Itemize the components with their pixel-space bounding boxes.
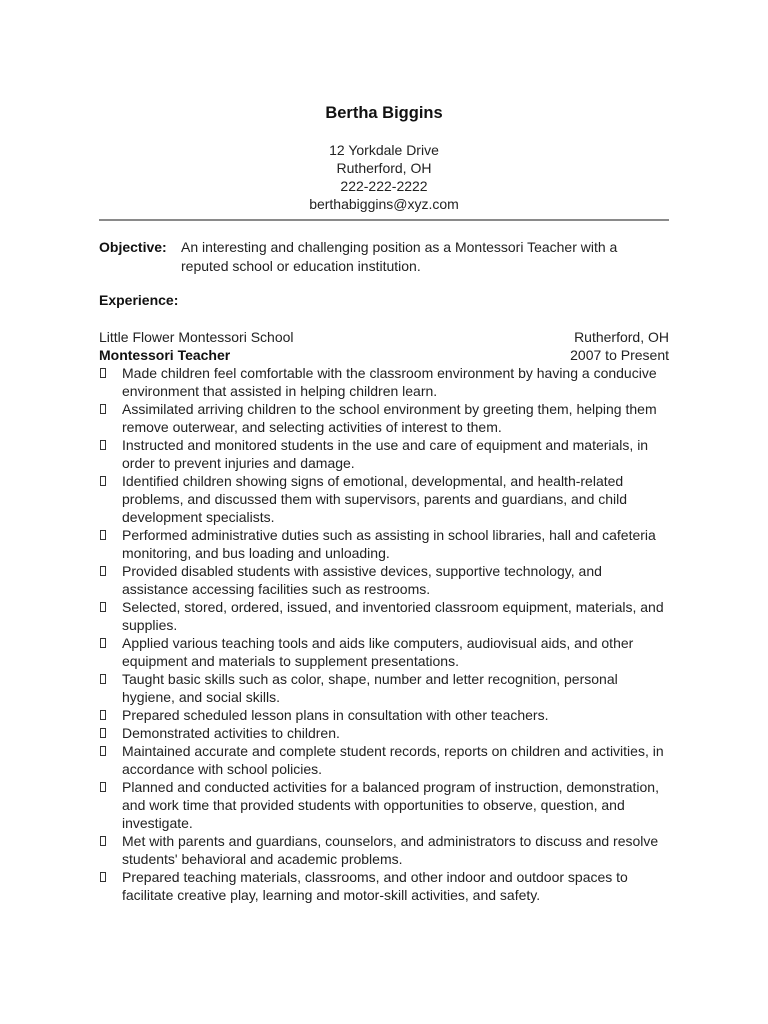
bullet-text: Identified children showing signs of emotional, developmental, and health-related problems, and discussed them with supervisors, parents and guardians, and child development specialists. (122, 473, 628, 525)
bullet-box-icon (100, 782, 106, 792)
bullet-text: Demonstrated activities to children. (122, 725, 340, 741)
bullet-box-icon (100, 872, 106, 882)
bullet-text: Selected, stored, ordered, issued, and inventoried classroom equipment, materials, and supplies. (122, 599, 664, 633)
bullet-text: Assimilated arriving children to the school environment by greeting them, helping them remove outerwear, and selecting activities of interest to them. (122, 401, 657, 435)
bullet-box-icon (100, 728, 106, 738)
list-item (99, 364, 669, 400)
list-item (99, 706, 669, 724)
bullet-text: Made children feel comfortable with the classroom environment by having a conducive environment that assisted in helping children learn. (122, 365, 657, 399)
list-item (99, 598, 669, 634)
list-item (99, 436, 669, 472)
bullet-box-icon (100, 710, 106, 720)
bullet-text: Provided disabled students with assistive devices, supportive technology, and assistance accessing facilities such as restrooms. (122, 563, 602, 597)
job-employer-row (99, 328, 669, 346)
bullet-box-icon (100, 440, 106, 450)
bullet-box-icon (100, 530, 106, 540)
objective-label: Objective: (99, 239, 167, 255)
list-item (99, 742, 669, 778)
objective-text: An interesting and challenging position as a Montessori Teacher with a reputed school or education institution. (181, 239, 618, 274)
bullet-text: Instructed and monitored students in the use and care of equipment and materials, in order to prevent injuries and damage. (122, 437, 649, 471)
contact-block (99, 141, 669, 213)
list-item (99, 724, 669, 742)
address-line-2: Rutherford, OH (336, 160, 432, 176)
bullet-text: Met with parents and guardians, counselors, and administrators to discuss and resolve students' behavioral and academic problems. (122, 833, 659, 867)
list-item (99, 778, 669, 832)
address-line-1: 12 Yorkdale Drive (329, 142, 439, 158)
list-item (99, 526, 669, 562)
experience-heading: Experience: (99, 292, 179, 308)
job-title-row (99, 346, 669, 364)
bullet-text: Prepared scheduled lesson plans in consultation with other teachers. (122, 707, 549, 723)
job-title: Montessori Teacher (99, 347, 231, 363)
bullet-box-icon (100, 638, 106, 648)
phone-number: 222-222-2222 (340, 178, 428, 194)
list-item (99, 868, 669, 904)
bullet-box-icon (100, 476, 106, 486)
bullet-box-icon (100, 602, 106, 612)
employer-name: Little Flower Montessori School (99, 329, 294, 345)
bullet-text: Prepared teaching materials, classrooms, and other indoor and outdoor spaces to facilitate creative play, learning and motor-skill activities, and safety. (122, 869, 628, 903)
list-item (99, 472, 669, 526)
job-responsibilities-list (99, 364, 669, 904)
bullet-text: Applied various teaching tools and aids like computers, audiovisual aids, and other equipment and materials to supplement presentations. (122, 635, 634, 669)
list-item (99, 400, 669, 436)
bullet-box-icon (100, 368, 106, 378)
bullet-box-icon (100, 566, 106, 576)
list-item (99, 670, 669, 706)
bullet-box-icon (100, 674, 106, 684)
bullet-box-icon (100, 746, 106, 756)
bullet-text: Performed administrative duties such as assisting in school libraries, hall and cafeteria monitoring, and bus loading and unloading. (122, 527, 656, 561)
candidate-name: Bertha Biggins (325, 104, 443, 122)
job-location: Rutherford, OH (574, 329, 669, 345)
bullet-box-icon (100, 836, 106, 846)
list-item (99, 634, 669, 670)
bullet-box-icon (100, 404, 106, 414)
bullet-text: Maintained accurate and complete student records, reports on children and activities, in accordance with school policies. (122, 743, 664, 777)
list-item (99, 832, 669, 868)
bullet-text: Planned and conducted activities for a balanced program of instruction, demonstration, and work time that provided students with opportunities to observe, question, and investigate. (122, 779, 659, 831)
bullet-text: Taught basic skills such as color, shape, number and letter recognition, personal hygiene, and social skills. (122, 671, 618, 705)
header-divider (99, 219, 669, 221)
list-item (99, 562, 669, 598)
email-address: berthabiggins@xyz.com (309, 196, 459, 212)
job-dates: 2007 to Present (570, 347, 669, 363)
